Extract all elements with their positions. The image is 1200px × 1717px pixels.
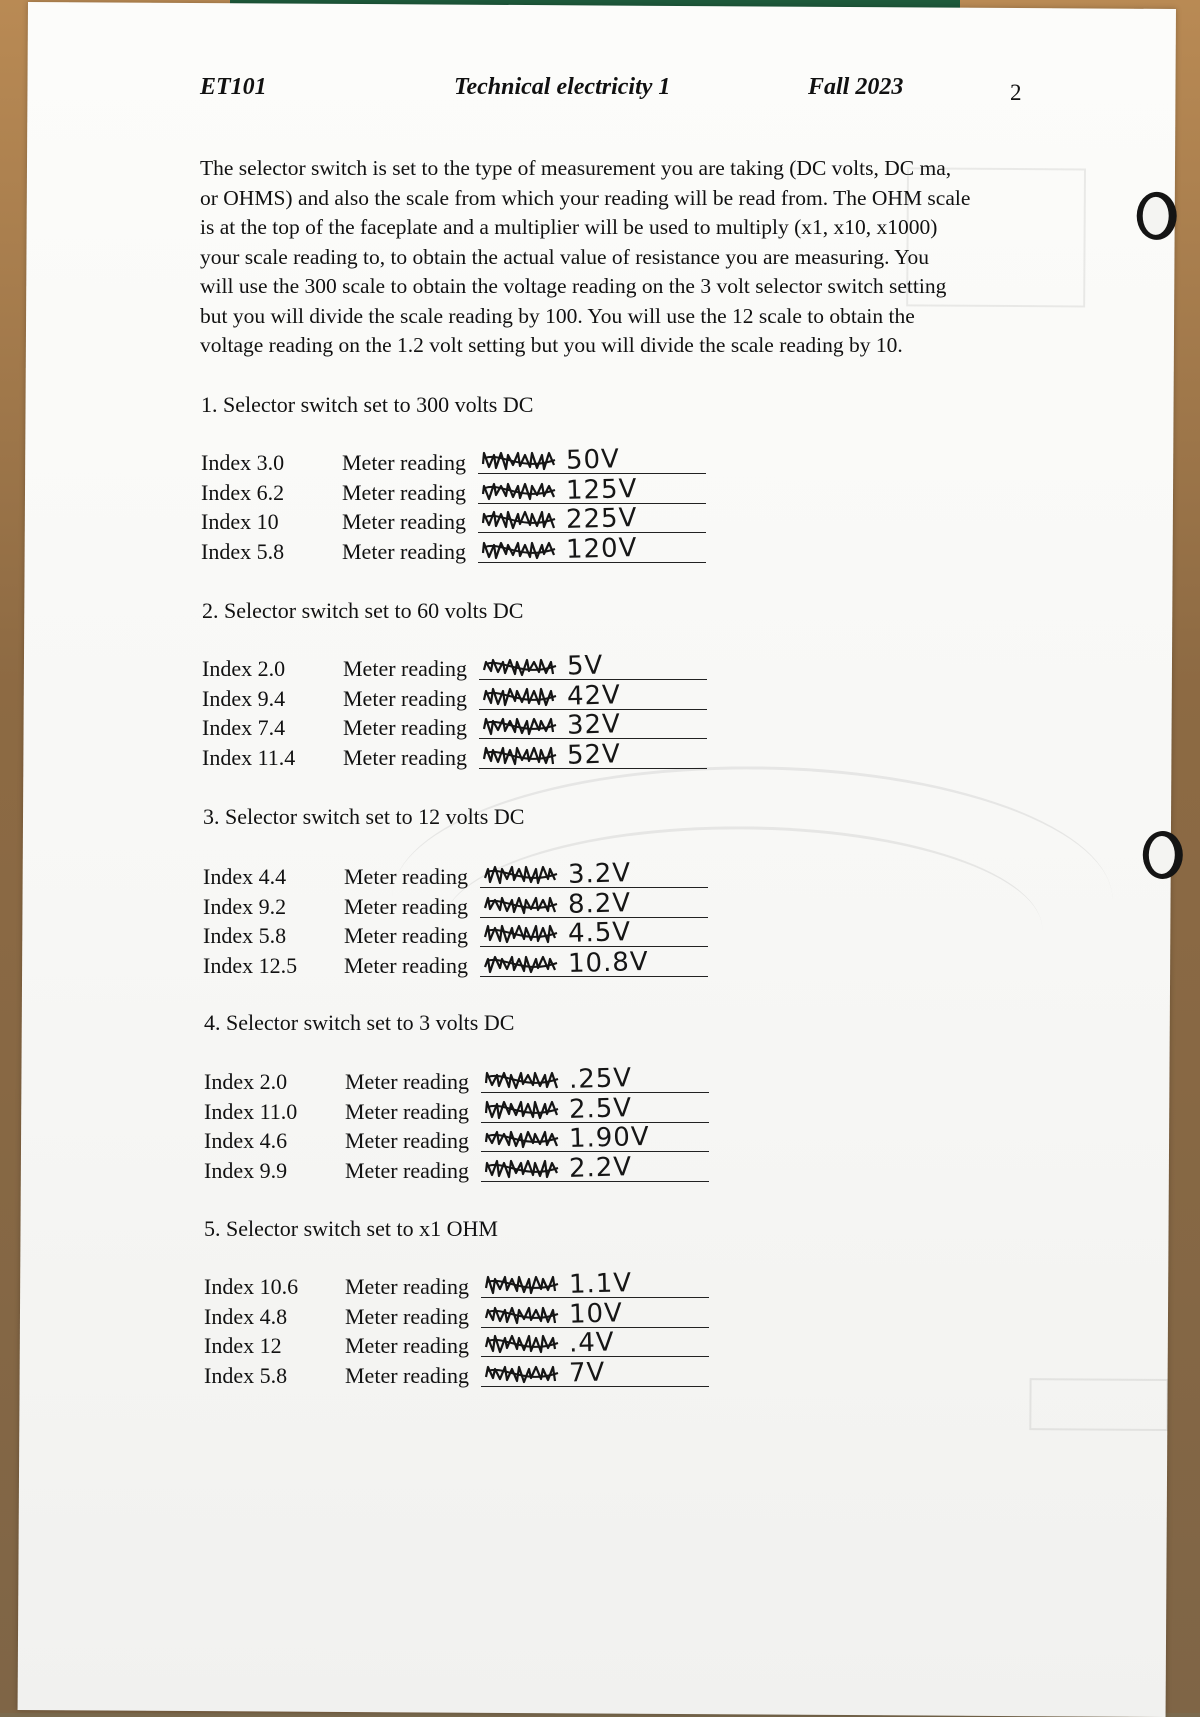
meter-reading-label: Meter reading xyxy=(343,685,467,711)
course-title: Technical electricity 1 xyxy=(454,74,671,100)
crossed-out-scribble xyxy=(483,923,561,947)
meter-reading-label: Meter reading xyxy=(342,479,466,505)
index-label: Index 4.6 xyxy=(204,1128,288,1153)
index-label: Index 11.4 xyxy=(202,744,296,770)
index-label: Index 4.8 xyxy=(204,1303,288,1329)
meter-reading-label: Meter reading xyxy=(345,1274,469,1299)
course-code: ET101 xyxy=(200,74,267,100)
instruction-line: voltage reading on the 1.2 volt setting but you will divide the scale reading by 10. xyxy=(200,333,903,357)
handwritten-answer: 1.1V xyxy=(568,1268,633,1300)
meter-reading-label: Meter reading xyxy=(343,656,467,681)
handwritten-answer: 120V xyxy=(565,532,638,565)
handwritten-answer: 1.90V xyxy=(568,1121,651,1155)
term: Fall 2023 xyxy=(808,74,904,100)
instruction-line: will use the 300 scale to obtain the voltage reading on the 3 volt selector switch setting xyxy=(200,274,947,298)
meter-reading-label: Meter reading xyxy=(345,1333,469,1358)
instruction-line: or OHMS) and also the scale from which your reading will be read from. The OHM scale xyxy=(200,185,971,210)
instruction-line: The selector switch is set to the type of measurement you are taking (DC volts, DC ma, xyxy=(200,156,952,180)
index-label: Index 5.8 xyxy=(201,538,285,564)
meter-reading-label: Meter reading xyxy=(343,744,467,770)
crossed-out-scribble xyxy=(481,509,559,533)
handwritten-answer: 8.2V xyxy=(567,887,632,920)
index-label: Index 9.9 xyxy=(204,1157,288,1183)
meter-reading-label: Meter reading xyxy=(342,509,466,534)
instructions-paragraph xyxy=(200,154,1020,361)
meter-reading-label: Meter reading xyxy=(342,538,466,564)
crossed-out-scribble xyxy=(481,480,559,504)
handwritten-answer: .25V xyxy=(568,1063,633,1095)
handwritten-answer: 10.8V xyxy=(567,946,650,979)
handwritten-answer: 42V xyxy=(566,679,622,712)
section-title: 1. Selector switch set to 300 volts DC xyxy=(201,392,534,417)
handwritten-answer: .4V xyxy=(568,1327,615,1359)
index-label: Index 12.5 xyxy=(203,952,298,978)
meter-reading-label: Meter reading xyxy=(345,1303,469,1329)
meter-reading-label: Meter reading xyxy=(342,450,466,475)
index-label: Index 6.2 xyxy=(201,479,285,505)
section-title: 3. Selector switch set to 12 volts DC xyxy=(203,804,525,829)
instruction-line: is at the top of the faceplate and a multiplier will be used to multiply (x1, x10, x1000) xyxy=(200,215,938,239)
crossed-out-scribble xyxy=(482,715,560,739)
instruction-line: your scale reading to, to obtain the actual value of resistance you are measuring. You xyxy=(200,244,929,269)
crossed-out-scribble xyxy=(484,1158,562,1182)
index-label: Index 10.6 xyxy=(204,1274,299,1299)
handwritten-answer: 50V xyxy=(565,444,621,476)
handwritten-answer: 2.2V xyxy=(568,1151,633,1184)
section-title: 4. Selector switch set to 3 volts DC xyxy=(204,1010,515,1035)
index-label: Index 9.4 xyxy=(202,685,286,711)
crossed-out-scribble xyxy=(484,1069,562,1093)
handwritten-answer: 32V xyxy=(566,709,622,741)
crossed-out-scribble xyxy=(482,686,560,710)
meter-reading-label: Meter reading xyxy=(344,893,468,919)
handwritten-answer: 7V xyxy=(568,1357,606,1388)
handwritten-answer: 225V xyxy=(565,503,638,535)
crossed-out-scribble xyxy=(481,539,559,563)
handwritten-answer: 2.5V xyxy=(568,1092,633,1125)
section-title: 5. Selector switch set to x1 OHM xyxy=(204,1216,498,1241)
handwritten-answer: 4.5V xyxy=(567,917,632,949)
meter-reading-label: Meter reading xyxy=(343,715,467,740)
handwritten-answer: 3.2V xyxy=(567,858,632,890)
index-label: Index 9.2 xyxy=(203,893,287,919)
instruction-line: but you will divide the scale reading by 100. You will use the 12 scale to obtain the xyxy=(200,303,915,328)
index-label: Index 5.8 xyxy=(203,923,287,948)
meter-reading-label: Meter reading xyxy=(344,952,468,978)
page-number: 2 xyxy=(1010,80,1022,105)
handwritten-answer: 52V xyxy=(566,738,622,771)
section-title: 2. Selector switch set to 60 volts DC xyxy=(202,598,524,623)
crossed-out-scribble xyxy=(484,1274,562,1298)
index-label: Index 11.0 xyxy=(204,1098,298,1124)
crossed-out-scribble xyxy=(481,450,559,474)
index-label: Index 12 xyxy=(204,1333,282,1358)
index-label: Index 3.0 xyxy=(201,450,285,475)
crossed-out-scribble xyxy=(482,745,560,769)
handwritten-answer: 10V xyxy=(568,1297,624,1330)
meter-reading-label: Meter reading xyxy=(345,1157,469,1183)
crossed-out-scribble xyxy=(483,894,561,918)
index-label: Index 2.0 xyxy=(204,1069,288,1094)
crossed-out-scribble xyxy=(484,1363,562,1387)
meter-reading-label: Meter reading xyxy=(345,1128,469,1153)
meter-reading-label: Meter reading xyxy=(344,864,468,889)
crossed-out-scribble xyxy=(484,1333,562,1357)
crossed-out-scribble xyxy=(484,1099,562,1123)
meter-reading-label: Meter reading xyxy=(345,1069,469,1094)
meter-reading-label: Meter reading xyxy=(345,1098,469,1124)
crossed-out-scribble xyxy=(483,864,561,888)
crossed-out-scribble xyxy=(483,953,561,977)
index-label: Index 4.4 xyxy=(203,864,287,889)
crossed-out-scribble xyxy=(482,656,560,680)
index-label: Index 7.4 xyxy=(202,715,286,740)
index-label: Index 10 xyxy=(201,509,279,534)
handwritten-answer: 125V xyxy=(565,473,638,506)
meter-reading-label: Meter reading xyxy=(344,923,468,948)
handwritten-answer: 5V xyxy=(566,650,604,682)
index-label: Index 5.8 xyxy=(204,1362,288,1388)
crossed-out-scribble xyxy=(484,1128,562,1152)
index-label: Index 2.0 xyxy=(202,656,286,681)
meter-reading-label: Meter reading xyxy=(345,1362,469,1388)
crossed-out-scribble xyxy=(484,1304,562,1328)
